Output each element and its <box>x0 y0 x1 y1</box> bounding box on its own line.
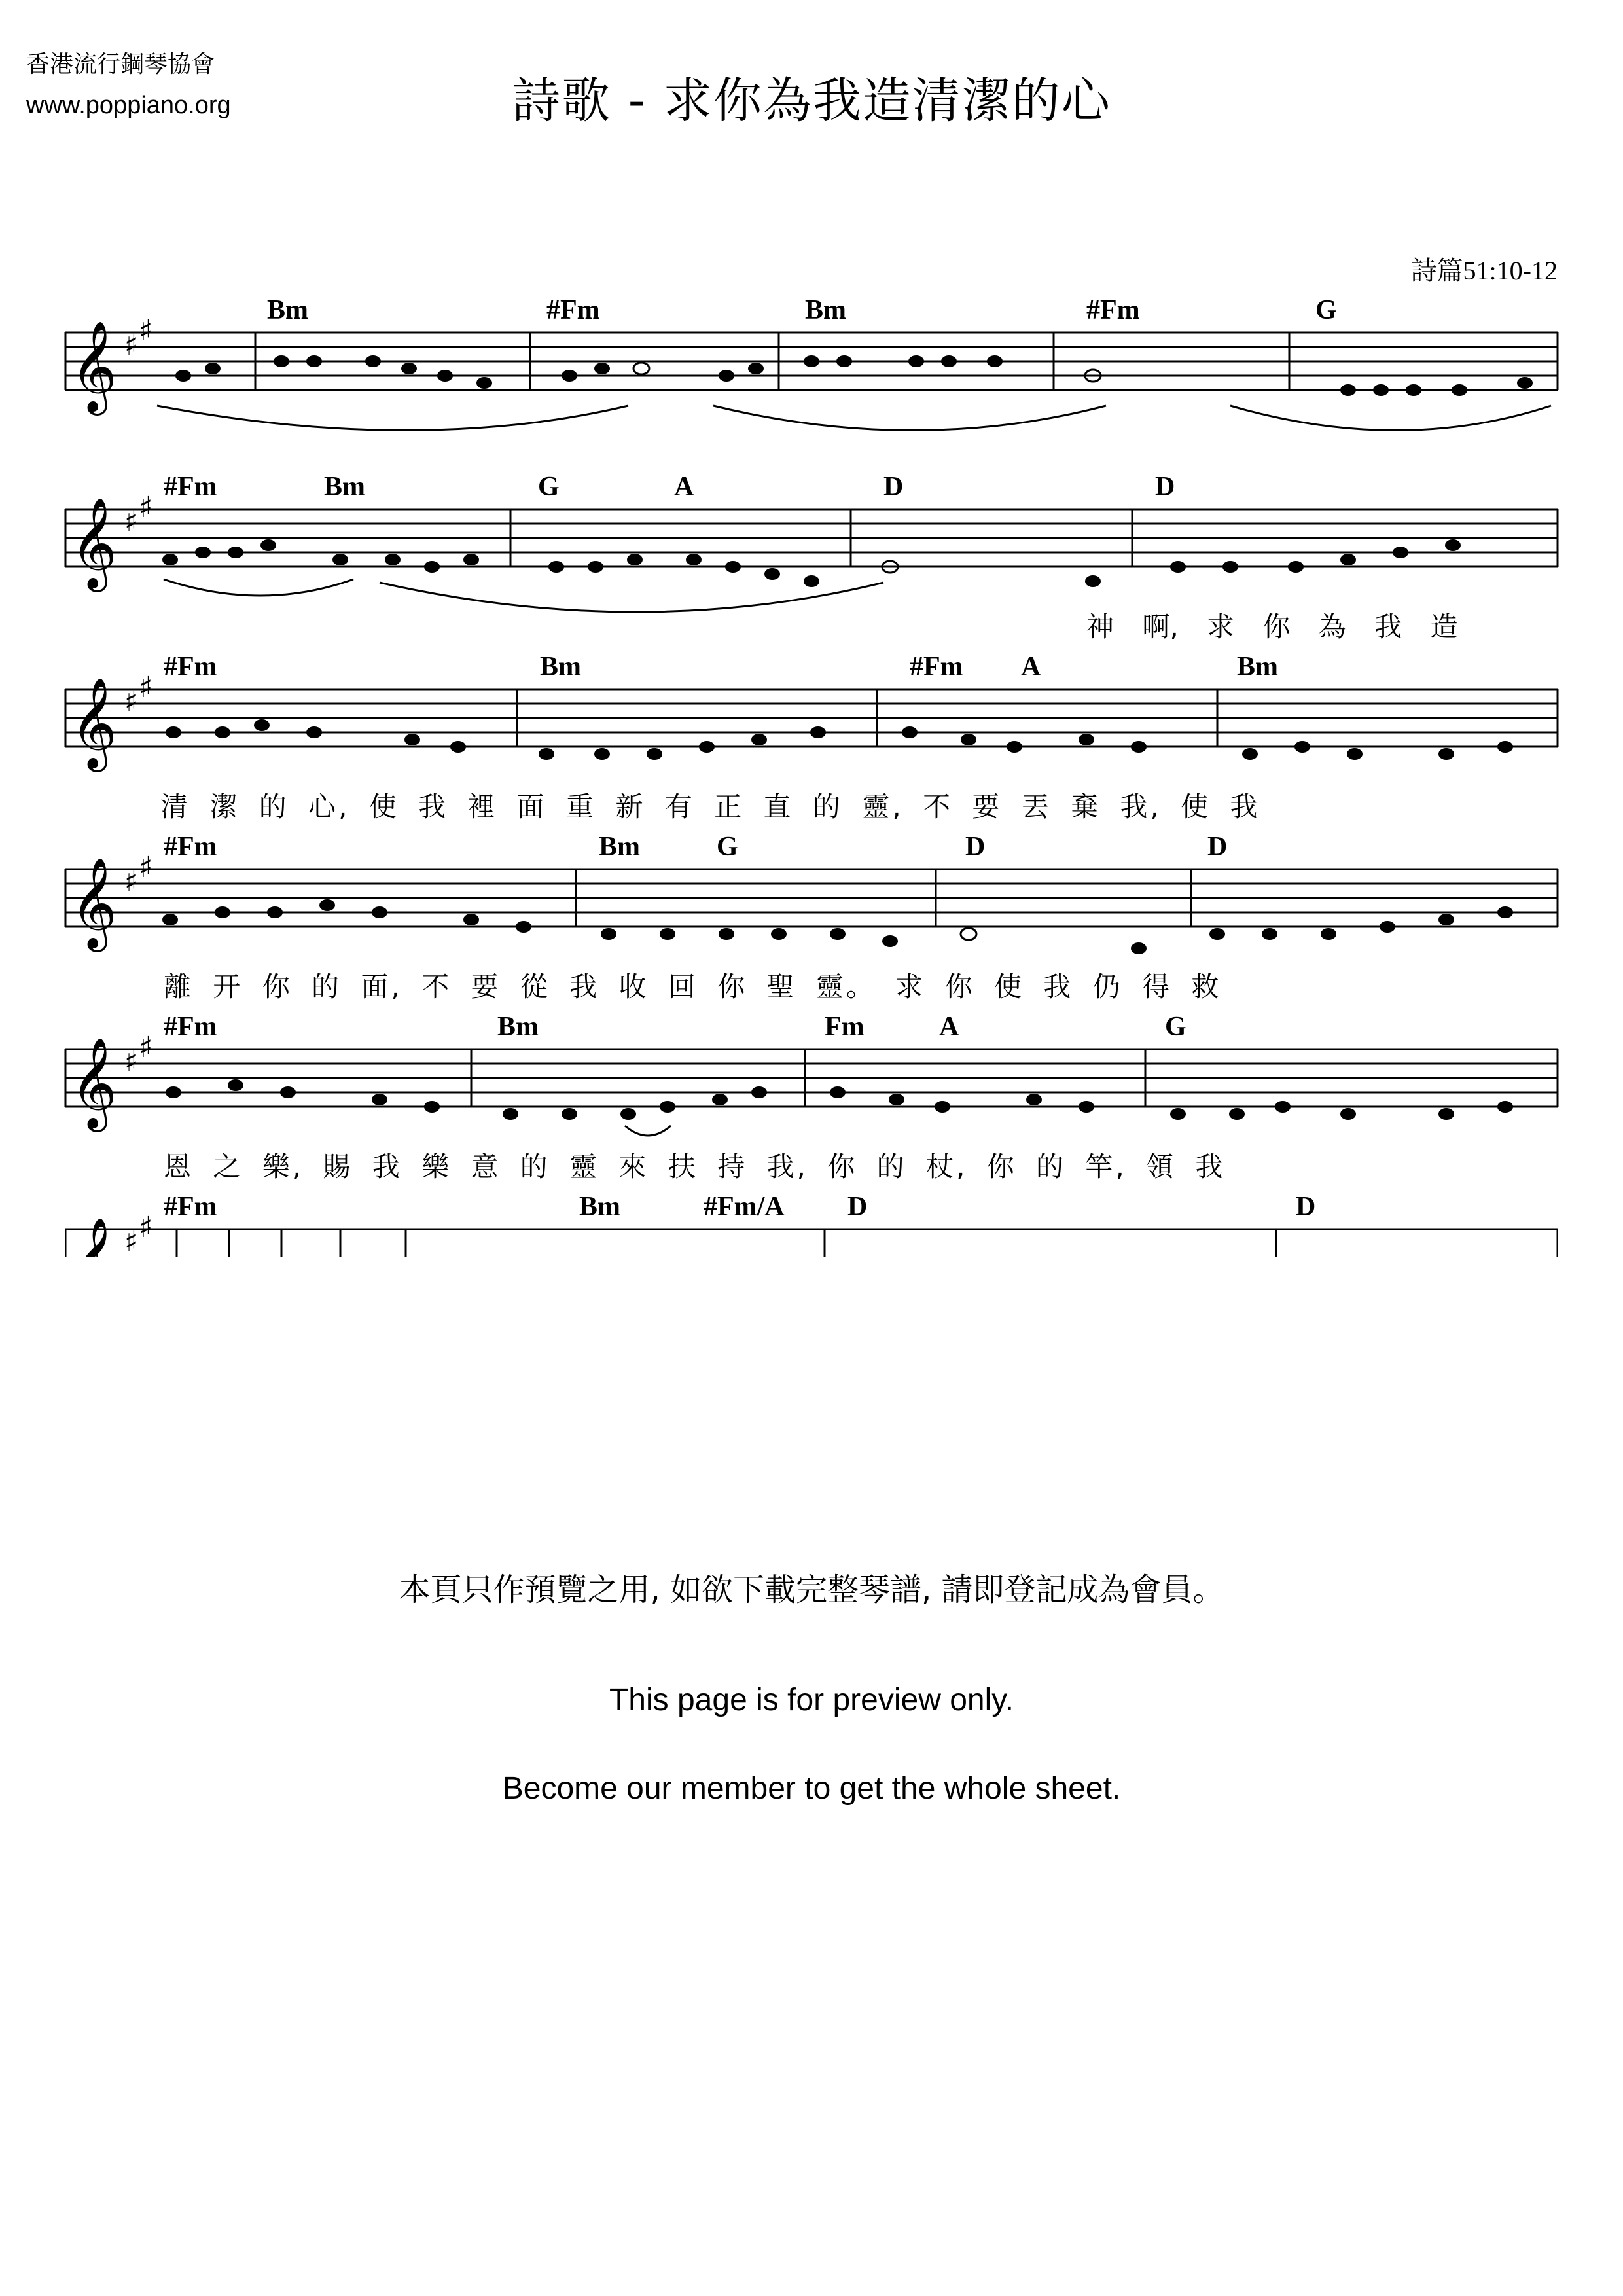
chord: D <box>1207 832 1228 862</box>
page-title: 詩歌 - 求你為我造清潔的心 <box>512 73 1111 129</box>
membership-notice-en: Become our member to get the whole sheet. <box>502 1771 1121 1806</box>
staff <box>65 1191 1558 1308</box>
music-system-5 <box>65 1011 1558 1194</box>
chord: Bm <box>540 652 581 682</box>
staff <box>65 1011 1558 1155</box>
svg-text:𝄞: 𝄞 <box>71 677 117 768</box>
chord: Bm <box>324 472 365 502</box>
site-url[interactable]: www.poppiano.org <box>26 92 231 119</box>
chord: G <box>538 472 560 502</box>
chord: #Fm <box>164 472 217 502</box>
svg-text:♯: ♯ <box>139 491 153 524</box>
lyrics-line: 清 潔 的 心, 使 我 裡 面 重 新 有 正 直 的 靈, 不 要 丟 棄 我, 使 我 <box>160 791 1260 823</box>
music-system-4 <box>65 831 1558 1014</box>
svg-text:𝄞: 𝄞 <box>71 321 117 412</box>
svg-text:♯: ♯ <box>124 1045 139 1079</box>
svg-text:♯: ♯ <box>124 865 139 899</box>
chord: D <box>965 832 986 862</box>
chord: G <box>717 832 738 862</box>
chord: #Fm <box>546 295 600 325</box>
chord: #Fm <box>164 652 217 682</box>
svg-text:♯: ♯ <box>124 329 139 362</box>
music-system-1 <box>65 295 1558 465</box>
svg-text:♯: ♯ <box>124 505 139 539</box>
svg-text:𝄞: 𝄞 <box>71 857 117 948</box>
chord: D <box>1296 1192 1316 1222</box>
chord: #Fm <box>164 1192 217 1222</box>
svg-text:♯: ♯ <box>139 1211 153 1244</box>
preview-notice-en: This page is for preview only. <box>609 1683 1014 1717</box>
chord: A <box>1021 652 1041 682</box>
chord: D <box>883 472 904 502</box>
chord: Fm <box>825 1012 865 1042</box>
music-system-3 <box>65 651 1558 834</box>
chord: D <box>847 1192 868 1222</box>
svg-text:♯: ♯ <box>139 671 153 704</box>
svg-text:♯: ♯ <box>139 1031 153 1064</box>
site-name: 香港流行鋼琴協會 <box>26 51 215 78</box>
staff <box>65 471 1558 602</box>
music-system-2 <box>65 471 1558 655</box>
lyrics-line: 恩 之 樂, 賜 我 樂 意 的 靈 來 扶 持 我, 你 的 杖, 你 的 竿, 領 我 <box>164 1151 1226 1183</box>
chord: #Fm <box>1086 295 1140 325</box>
scripture-source: 詩篇51:10-12 <box>1410 256 1558 285</box>
svg-text:𝄞: 𝄞 <box>71 497 117 588</box>
chord: #Fm <box>164 832 217 862</box>
chord: G <box>1315 295 1337 325</box>
staff <box>65 651 1558 782</box>
chord: Bm <box>497 1012 539 1042</box>
svg-text:♯: ♯ <box>124 1225 139 1259</box>
chord: Bm <box>599 832 640 862</box>
svg-text:𝄞: 𝄞 <box>71 1217 117 1308</box>
chord: D <box>1155 472 1175 502</box>
preview-notice-zh: 本頁只作預覽之用, 如欲下載完整琴譜, 請即登記成為會員。 <box>399 1571 1224 1608</box>
chord: A <box>674 472 694 502</box>
staff <box>65 831 1558 962</box>
lyrics-line: 離 开 你 的 面, 不 要 從 我 收 回 你 聖 靈。 求 你 使 我 仍 得 救 <box>164 971 1222 1003</box>
svg-text:♯: ♯ <box>139 851 153 884</box>
chord: Bm <box>267 295 308 325</box>
svg-text:♯: ♯ <box>139 314 153 348</box>
chord: G <box>1165 1012 1186 1042</box>
chord: Bm <box>805 295 846 325</box>
svg-text:𝄞: 𝄞 <box>71 1037 117 1128</box>
chord: #Fm <box>910 652 963 682</box>
chord: Bm <box>1237 652 1278 682</box>
chord: Bm <box>579 1192 620 1222</box>
staff <box>65 295 1558 465</box>
music-system-6 <box>65 1191 1558 1308</box>
svg-text:♯: ♯ <box>124 685 139 719</box>
chord: A <box>939 1012 959 1042</box>
lyrics-line: 神 啊, 求 你 為 我 造 <box>1086 611 1458 643</box>
chord: #Fm <box>164 1012 217 1042</box>
chord: #Fm/A <box>704 1192 785 1222</box>
